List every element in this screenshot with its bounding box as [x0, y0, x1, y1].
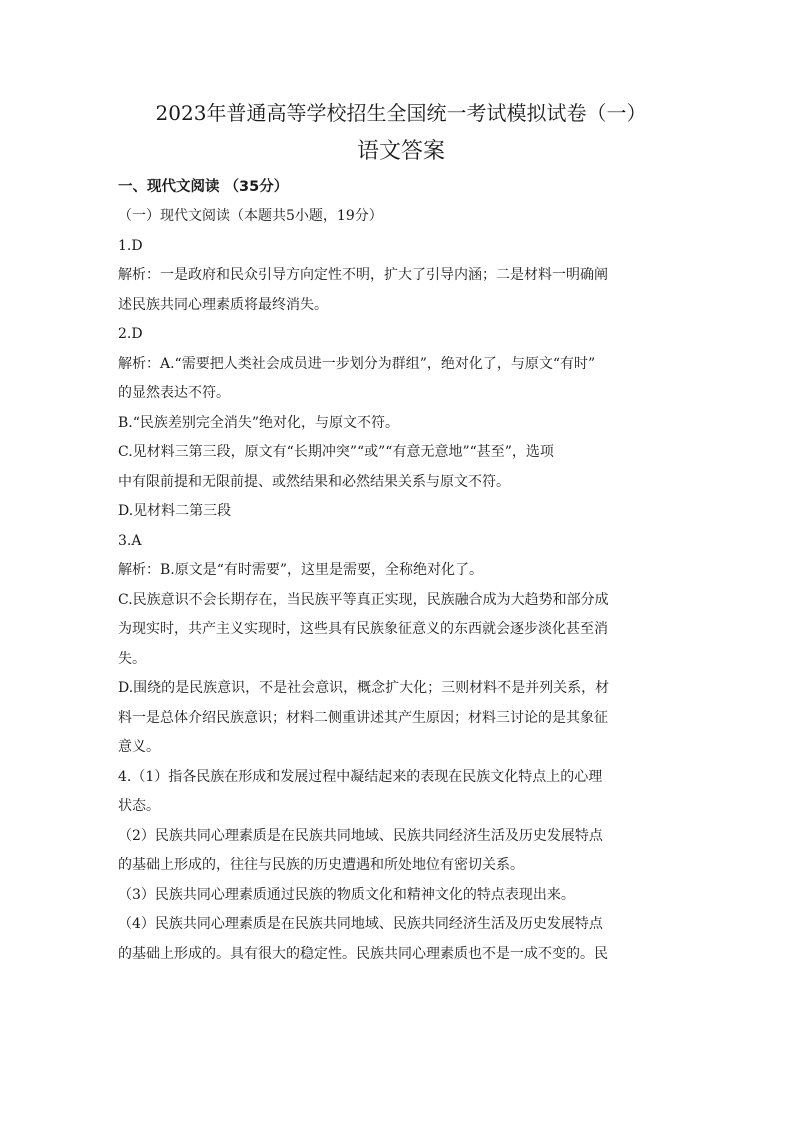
text-line: 为现实时，共产主义实现时，这些具有民族象征意义的东西就会逐步淡化甚至消	[118, 621, 608, 637]
text-line: 解析：B.原文是“有时需要”，这里是需要，全称绝对化了。	[118, 562, 484, 578]
text-line: C.见材料三第三段，原文有“长期冲突”“或”“有意无意地”“甚至”，选项	[118, 444, 554, 460]
text-line: D.围绕的是民族意识，不是社会意识，概念扩大化；三则材料不是并列关系，材	[118, 680, 610, 696]
text-line: 述民族共同心理素质将最终消失。	[118, 296, 328, 313]
text-line: 解析：一是政府和民众引导方向定性不明，扩大了引导内涵；二是材料一明确阐	[118, 267, 608, 283]
text-line: （2）民族共同心理素质是在民族共同地域、民族共同经济生活及历史发展特点	[118, 827, 603, 844]
text-line: 解析：A.“需要把人类社会成员进一步划分为群组”，绝对化了，与原文“有时”	[118, 355, 596, 372]
text-line: 中有限前提和无限前提、或然结果和必然结果关系与原文不符。	[118, 473, 510, 490]
text-line: （4）民族共同心理素质是在民族共同地域、民族共同经济生活及历史发展特点	[118, 916, 603, 932]
text-line: 1.D	[118, 237, 143, 254]
answer-body	[118, 202, 684, 969]
section-heading: 一、现代文阅读 （35分）	[118, 179, 289, 195]
text-line: 的基础上形成的。具有很大的稳定性。民族共同心理素质也不是一成不变的。民	[118, 945, 608, 962]
text-line: （3）民族共同心理素质通过民族的物质文化和精神文化的特点表现出来。	[118, 886, 575, 903]
text-line: B.“民族差别完全消失”绝对化，与原文不符。	[118, 414, 400, 431]
text-line: 料一是总体介绍民族意识；材料二侧重讲述其产生原因；材料三讨论的是其象征	[118, 709, 608, 726]
document-title: 2023年普通高等学校招生全国统一考试模拟试卷（一）	[155, 101, 647, 125]
text-line: 的基础上形成的，往往与民族的历史遭遇和所处地位有密切关系。	[118, 857, 524, 873]
text-line: 状态。	[118, 798, 160, 814]
document-subtitle: 语文答案	[356, 139, 445, 164]
text-line: C.民族意识不会长期存在，当民族平等真正实现，民族融合成为大趋势和部分成	[118, 591, 609, 608]
text-line: 2.D	[118, 326, 143, 342]
text-line: 4.（1）指各民族在形成和发展过程中凝结起来的表现在民族文化特点上的心理	[118, 768, 603, 785]
document-page	[118, 96, 684, 969]
text-line: 失。	[118, 650, 146, 667]
text-line: 3.A	[118, 532, 142, 549]
text-line: D.见材料二第三段	[118, 503, 232, 519]
text-line: 意义。	[118, 739, 160, 755]
text-line: （一）现代文阅读（本题共5小题，19分）	[118, 208, 383, 224]
text-line: 的显然表达不符。	[118, 385, 230, 401]
